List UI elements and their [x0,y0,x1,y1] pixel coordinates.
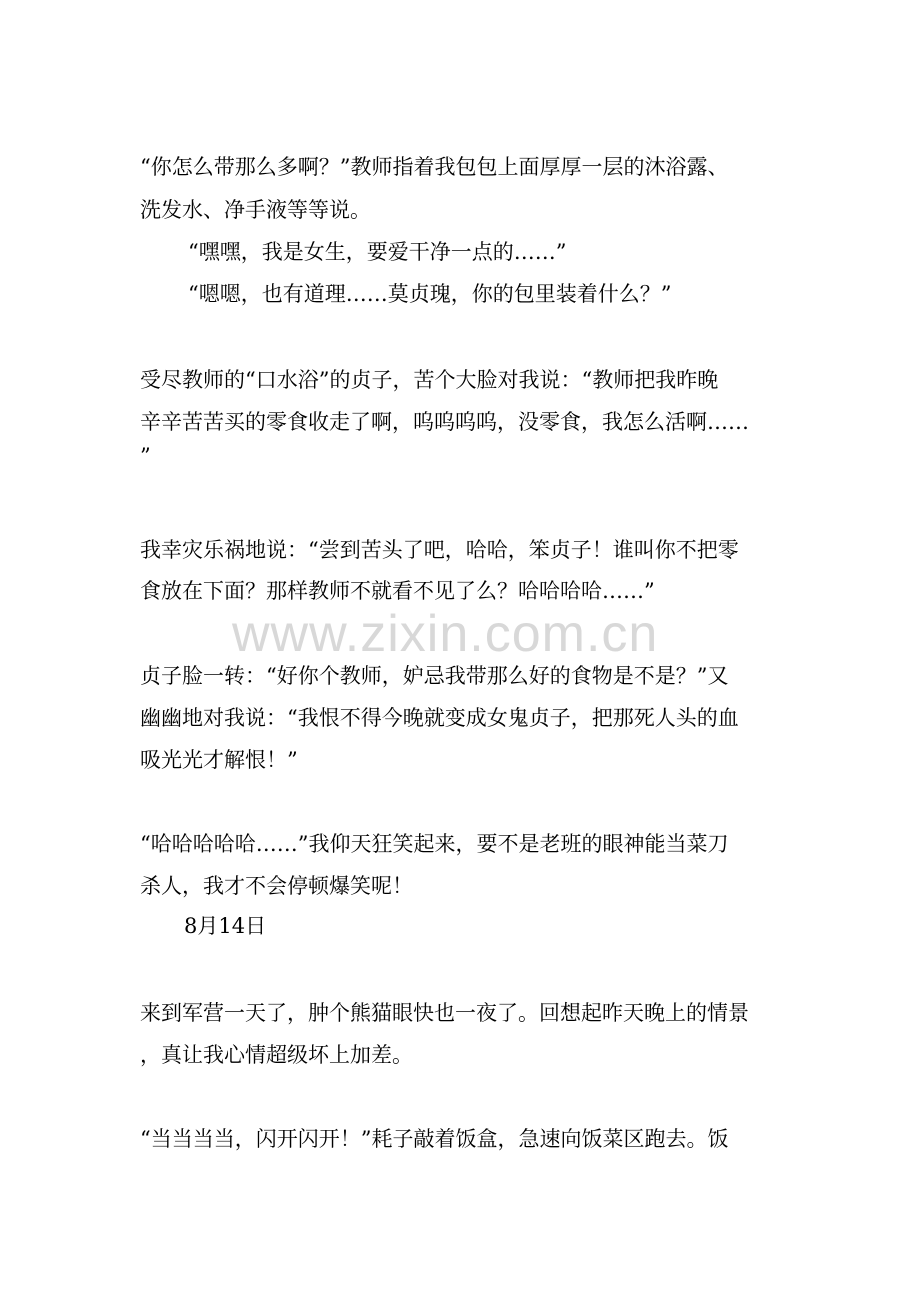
text-line: 吸光光才解恨！” [140,748,298,772]
text-line: 幽幽地对我说：“我恨不得今晚就变成女鬼贞子，把那死人头的血 [140,706,739,730]
text-line: 贞子脸一转：“好你个教师，妒忌我带那么好的食物是不是？”又 [140,664,729,688]
text-line: “当当当当，闪开闪开！”耗子敲着饭盒，急速向饭菜区跑去。饭 [140,1127,729,1151]
text-line: 我幸灾乐祸地说：“尝到苦头了吧，哈哈，笨贞子！谁叫你不把零 [140,538,739,562]
text-line: ” [140,444,151,468]
text-line: 受尽教师的“口水浴”的贞子，苦个大脸对我说：“教师把我昨晚 [140,368,719,392]
text-line: “嘿嘿，我是女生，要爱干净一点的……” [188,240,567,264]
watermark: www.zixin.com.cn [232,605,659,663]
text-line: 食放在下面？那样教师不就看不见了么？哈哈哈哈……” [140,579,655,603]
text-line: 杀人，我才不会停顿爆笑呢！ [140,874,413,898]
text-line: ，真让我心情超级坏上加差。 [140,1043,413,1067]
text-line: “嗯嗯，也有道理……莫贞瑰，你的包里装着什么？” [188,282,672,306]
text-line: “哈哈哈哈哈……”我仰天狂笑起来，要不是老班的眼神能当菜刀 [140,832,729,856]
text-line: 洗发水、净手液等等说。 [140,198,371,222]
text-line: 来到军营一天了，肿个熊猫眼快也一夜了。回想起昨天晚上的情景 [140,1001,749,1025]
text-line: 辛辛苦苦买的零食收走了啊，呜呜呜呜，没零食，我怎么活啊…… [140,410,749,434]
text-line: “你怎么带那么多啊？”教师指着我包包上面厚厚一层的沐浴露、 [140,155,729,179]
date-heading: 8月14日 [184,914,267,938]
